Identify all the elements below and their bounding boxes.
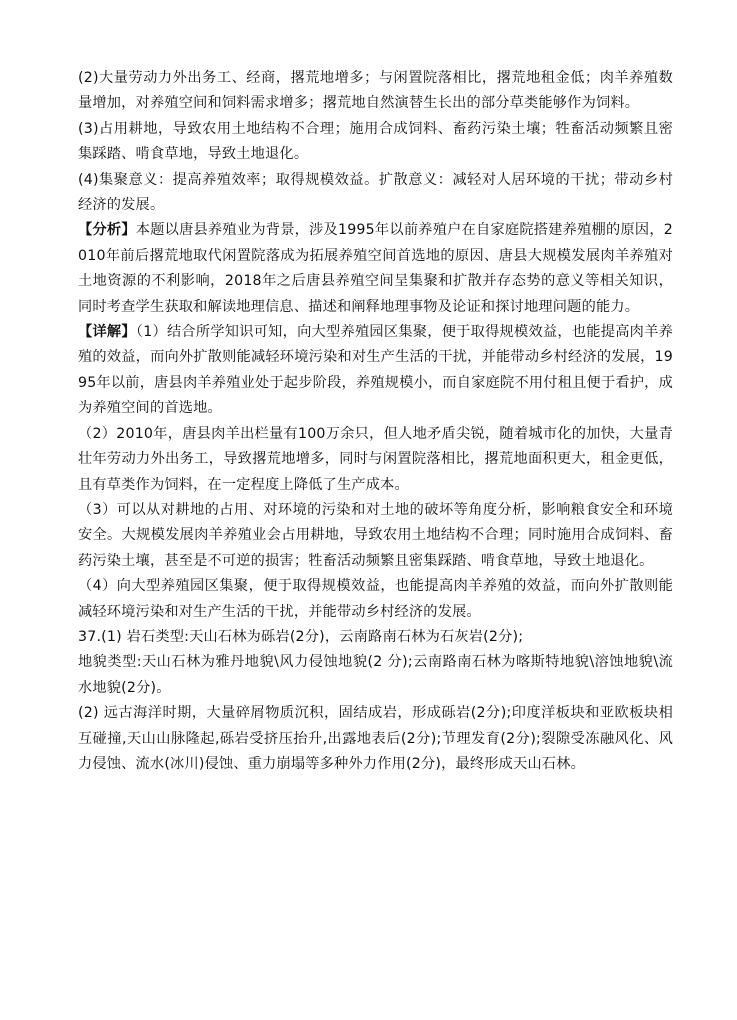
- detail-4-text: （4）向大型养殖园区集聚，便于取得规模效益，也能提高肉羊养殖的效益，而向外扩散则能减轻环境污染和对生产生活的干扰，并能带动乡村经济的发展。: [78, 578, 673, 620]
- detail-2-paragraph: [78, 422, 673, 498]
- answer-4-paragraph: [78, 168, 673, 219]
- detail-paragraph: [78, 320, 673, 422]
- answer-2-text: (2)大量劳动力外出务工、经商，撂荒地增多；与闲置院落相比，撂荒地租金低；肉羊养殖数量增加，对养殖空间和饲料需求增多；撂荒地自然演替生长出的部分草类能够作为饲料。: [78, 70, 673, 112]
- analysis-text: 本题以唐县养殖业为背景，涉及1995年以前养殖户在自家庭院搭建养殖棚的原因，2010年前后撂荒地取代闲置院落成为拓展养殖空间首选地的原因、唐县大规模发展肉羊养殖对土地资源的不利影响，2018年之后唐县养殖空间呈集聚和扩散并存态势的意义等相关知识，同时考查学生获取和解读地理信息、描述和阐释地理事物及论证和探讨地理问题的能力。: [78, 222, 673, 315]
- document-body: [78, 66, 673, 777]
- detail-3-paragraph: [78, 498, 673, 574]
- answer-4-text: (4)集聚意义：提高养殖效率；取得规模效益。扩散意义：减轻对人居环境的干扰；带动乡村经济的发展。: [78, 171, 673, 214]
- detail-text: （1）结合所学知识可知，向大型养殖园区集聚，便于取得规模效益，也能提高肉羊养殖的效益，而向外扩散则能减轻环境污染和对生产生活的干扰，并能带动乡村经济的发展，1995年以前，唐县肉羊养殖业处于起步阶段，养殖规模小，而自家庭院不用付租且便于看护，成为养殖空间的首选地。: [78, 324, 673, 417]
- q37-rock-text: 37.(1) 岩石类型:天山石林为砾岩(2分)，云南路南石林为石灰岩(2分);: [78, 628, 524, 645]
- answer-2-paragraph: [78, 66, 673, 117]
- detail-4-paragraph: [78, 574, 673, 625]
- q37-landform-text: 地貌类型:天山石林为雅丹地貌\风力侵蚀地貌(2 分);云南路南石林为喀斯特地貌\溶蚀地貌\流水地貌(2分)。: [78, 654, 673, 696]
- q37-formation-paragraph: [78, 701, 673, 777]
- answer-3-paragraph: [78, 117, 673, 168]
- q37-formation-text: (2) 远古海洋时期，大量碎屑物质沉积，固结成岩，形成砾岩(2分);印度洋板块和亚欧板块相互碰撞,天山山脉隆起,砾岩受挤压抬升,出露地表后(2分);节理发育(2分);裂隙受冻融风化、风力侵蚀、流水(冰川)侵蚀、重力崩塌等多种外力作用(2分)，最终形成天山石林。: [78, 705, 673, 772]
- detail-3-text: （3）可以从对耕地的占用、对环境的污染和对土地的破坏等角度分析，影响粮食安全和环境安全。大规模发展肉羊养殖业会占用耕地，导致农用土地结构不合理；同时施用合成饲料、畜药污染土壤，甚至是不可逆的损害；牲畜活动频繁且密集踩踏、啃食草地，导致土地退化。: [78, 501, 673, 569]
- detail-2-text: （2）2010年，唐县肉羊出栏量有100万余只，但人地矛盾尖锐，随着城市化的加快，大量青壮年劳动力外出务工，导致撂荒地增多，同时与闲置院落相比，撂荒地面积更大，租金更低，且有草类作为饲料，在一定程度上降低了生产成本。: [78, 425, 673, 493]
- q37-rock-paragraph: [78, 625, 673, 650]
- analysis-label: 【分析】: [78, 222, 136, 239]
- analysis-paragraph: [78, 218, 673, 320]
- answer-3-text: (3)占用耕地，导致农用土地结构不合理；施用合成饲料、畜药污染土壤；牲畜活动频繁且密集踩踏、啃食草地，导致土地退化。: [78, 120, 673, 163]
- detail-label: 【详解】: [78, 324, 136, 341]
- q37-landform-paragraph: [78, 650, 673, 701]
